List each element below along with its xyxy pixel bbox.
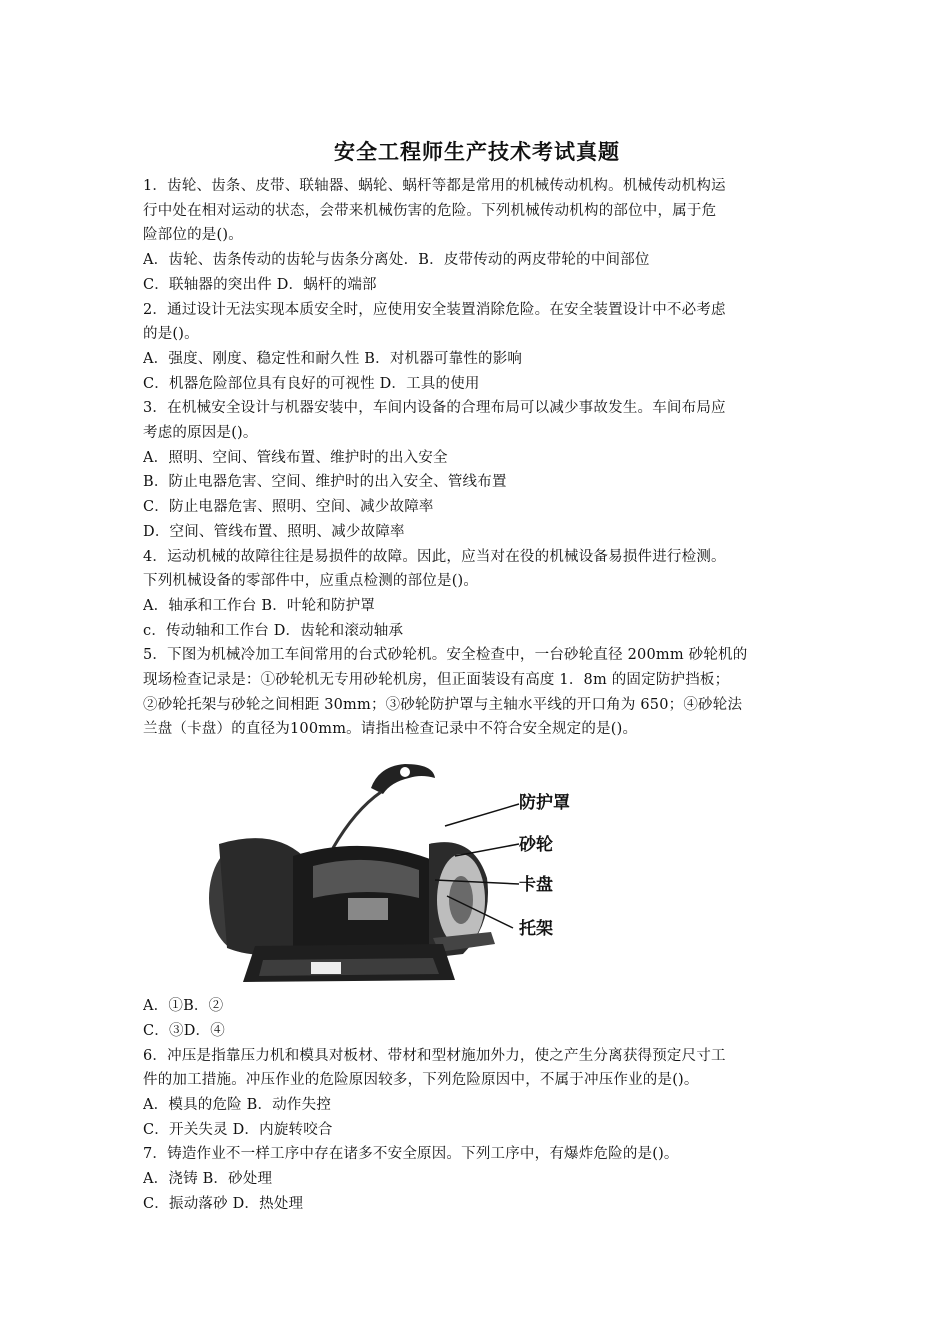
question-stem-line: 6．冲压是指靠压力机和模具对板材、带材和型材施加外力，使之产生分离获得预定尺寸工 — [143, 1047, 726, 1064]
option-line: C．开关失灵 D．内旋转咬合 — [143, 1121, 333, 1138]
question-stem-line: 险部位的是()。 — [143, 227, 243, 244]
option-line: C．振动落砂 D．热处理 — [143, 1195, 304, 1212]
question-6 — [143, 1044, 811, 1143]
option-line: A．照明、空间、管线布置、维护时的出入安全 — [143, 449, 448, 466]
option-line: C．机器危险部位具有良好的可视性 D．工具的使用 — [143, 375, 480, 392]
figure-label-wheel: 砂轮 — [519, 835, 553, 856]
option-line: C．③D．④ — [143, 1022, 225, 1039]
question-stem-line: 行中处在相对运动的状态，会带来机械伤害的危险。下列机械传动机构的部位中，属于危 — [143, 202, 717, 219]
option-line: D．空间、管线布置、照明、减少故障率 — [143, 523, 405, 540]
question-stem-line: 3．在机械安全设计与机器安装中，车间内设备的合理布局可以减少事故发生。车间布局应 — [143, 400, 726, 417]
option-line: C．防止电器危害、照明、空间、减少故障率 — [143, 499, 434, 516]
question-4 — [143, 545, 811, 644]
document-title: 安全工程师生产技术考试真题 — [334, 140, 620, 164]
grinder-figure — [143, 748, 811, 988]
bench-grinder-illustration — [143, 748, 811, 988]
question-stem-line: 下列机械设备的零部件中，应重点检测的部位是()。 — [143, 573, 479, 590]
option-line: C．联轴器的突出件 D．蜗杆的端部 — [143, 276, 377, 293]
option-line: A．轴承和工作台 B．叶轮和防护罩 — [143, 597, 376, 614]
option-line: A．齿轮、齿条传动的齿轮与齿条分离处．B．皮带传动的两皮带轮的中间部位 — [143, 252, 650, 269]
option-line: B．防止电器危害、空间、维护时的出入安全、管线布置 — [143, 474, 507, 491]
question-stem-line: 的是()。 — [143, 326, 199, 343]
question-5 — [143, 643, 811, 1043]
question-1 — [143, 174, 811, 298]
figure-label-tool-rest: 托架 — [519, 919, 553, 940]
question-stem-line: 1．齿轮、齿条、皮带、联轴器、蜗轮、蜗杆等都是常用的机械传动机构。机械传动机构运 — [143, 178, 726, 194]
option-line: c．传动轴和工作台 D．齿轮和滚动轴承 — [143, 622, 404, 639]
question-7 — [143, 1142, 811, 1216]
question-2 — [143, 298, 811, 397]
question-stem-line: 考虑的原因是()。 — [143, 425, 258, 442]
document-page — [143, 134, 811, 1217]
question-stem-line: 现场检查记录是：①砂轮机无专用砂轮机房，但正面装设有高度 1．8m 的固定防护挡板； — [143, 672, 730, 689]
question-stem-line: 4．运动机械的故障往往是易损件的故障。因此，应当对在役的机械设备易损件进行检测。 — [143, 548, 726, 565]
figure-label-flange: 卡盘 — [519, 875, 553, 896]
option-line: A．浇铸 B．砂处理 — [143, 1171, 273, 1188]
question-stem-line: 7．铸造作业不一样工序中存在诸多不安全原因。下列工序中，有爆炸危险的是()。 — [143, 1146, 679, 1163]
question-stem-line: 5．下图为机械冷加工车间常用的台式砂轮机。安全检查中，一台砂轮直径 200mm 砂轮机的 — [143, 647, 748, 664]
option-line: A．①B．② — [143, 998, 224, 1015]
option-line: A．模具的危险 B．动作失控 — [143, 1096, 332, 1113]
figure-label-guard: 防护罩 — [519, 793, 570, 814]
question-stem-line: ②砂轮托架与砂轮之间相距 30mm；③砂轮防护罩与主轴水平线的开口角为 650；④砂轮法 — [143, 696, 743, 713]
question-stem-line: 兰盘（卡盘）的直径为100mm。请指出检查记录中不符合安全规定的是()。 — [143, 721, 638, 738]
question-stem-line: 件的加工措施。冲压作业的危险原因较多，下列危险原因中，不属于冲压作业的是()。 — [143, 1072, 699, 1089]
option-line: A．强度、刚度、稳定性和耐久性 B．对机器可靠性的影响 — [143, 350, 523, 367]
question-3 — [143, 396, 811, 544]
question-stem-line: 2．通过设计无法实现本质安全时，应使用安全装置消除危险。在安全装置设计中不必考虑 — [143, 301, 726, 318]
